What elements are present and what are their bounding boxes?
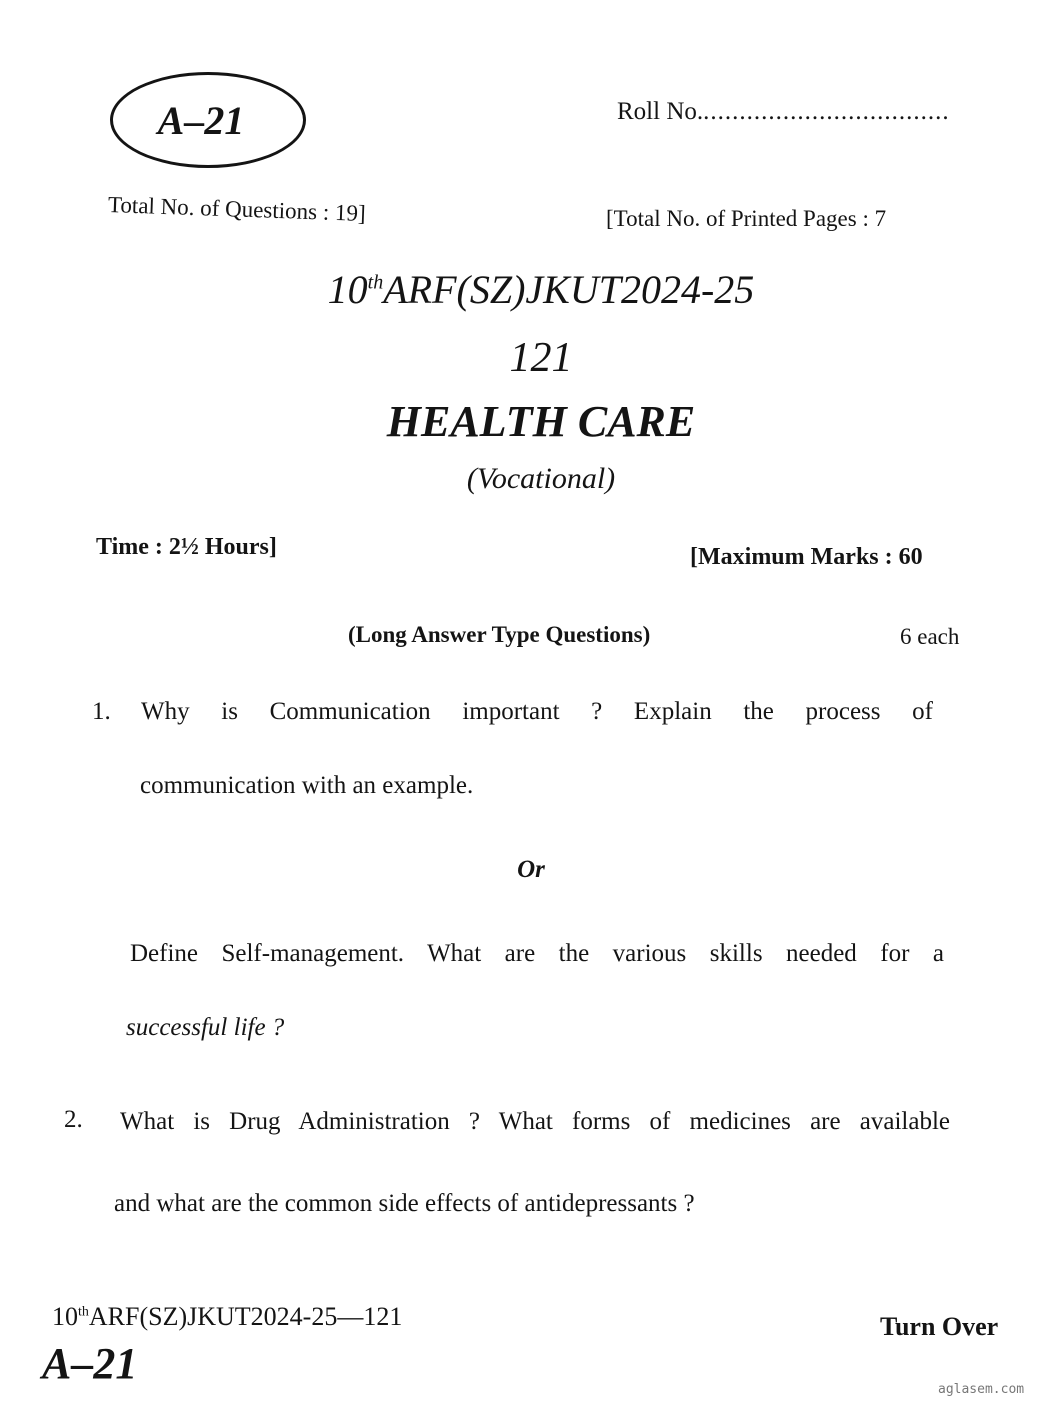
total-printed-pages: [Total No. of Printed Pages : 7 (606, 206, 887, 231)
footer-code-prefix: 10 (52, 1302, 78, 1331)
paper-code-prefix: 10 (327, 267, 368, 312)
question-2-line-1: What is Drug Administration ? What forms of medicines are available (120, 1108, 950, 1135)
footer-big-code: A–21 (42, 1339, 138, 1388)
paper-code-sup: th (367, 271, 384, 294)
roll-number-dots: .................................. (703, 98, 950, 125)
roll-number-field (617, 98, 950, 126)
watermark: aglasem.com (938, 1382, 1025, 1397)
question-number-2: 2. (64, 1106, 83, 1133)
or-separator: Or (517, 856, 545, 883)
question-1-alt-line-1: Define Self-management. What are the various skills needed for a (130, 940, 944, 967)
question-1-line-2: communication with an example. (140, 772, 474, 799)
paper-code-rest: ARF(SZ)JKUT2024-25 (383, 267, 755, 312)
question-1-alt-line-2: successful life ? (126, 1014, 285, 1041)
footer-code-rest: ARF(SZ)JKUT2024-25—121 (88, 1302, 403, 1331)
roll-number-label: Roll No. (617, 98, 704, 125)
footer-paper-code (52, 1302, 402, 1332)
section-heading: (Long Answer Type Questions) (348, 622, 651, 647)
paper-code-badge (110, 72, 306, 168)
total-questions: Total No. of Questions : 19] (107, 192, 367, 226)
subject-name: HEALTH CARE (386, 397, 696, 446)
paper-code-badge-text: A–21 (157, 97, 245, 143)
marks-each: 6 each (900, 624, 960, 649)
exam-time: Time : 2½ Hours] (96, 534, 277, 560)
footer-code-sup: th (78, 1304, 89, 1320)
question-number-1: 1. (92, 698, 111, 725)
turn-over-label: Turn Over (880, 1312, 999, 1341)
question-2-line-2: and what are the common side effects of antidepressants ? (114, 1190, 695, 1217)
subject-number: 121 (509, 335, 573, 381)
subject-type: (Vocational) (466, 462, 616, 495)
maximum-marks: [Maximum Marks : 60 (690, 544, 923, 570)
question-1-line-1: Why is Communication important ? Explain the process of (141, 698, 933, 725)
paper-code-title (0, 266, 1042, 313)
